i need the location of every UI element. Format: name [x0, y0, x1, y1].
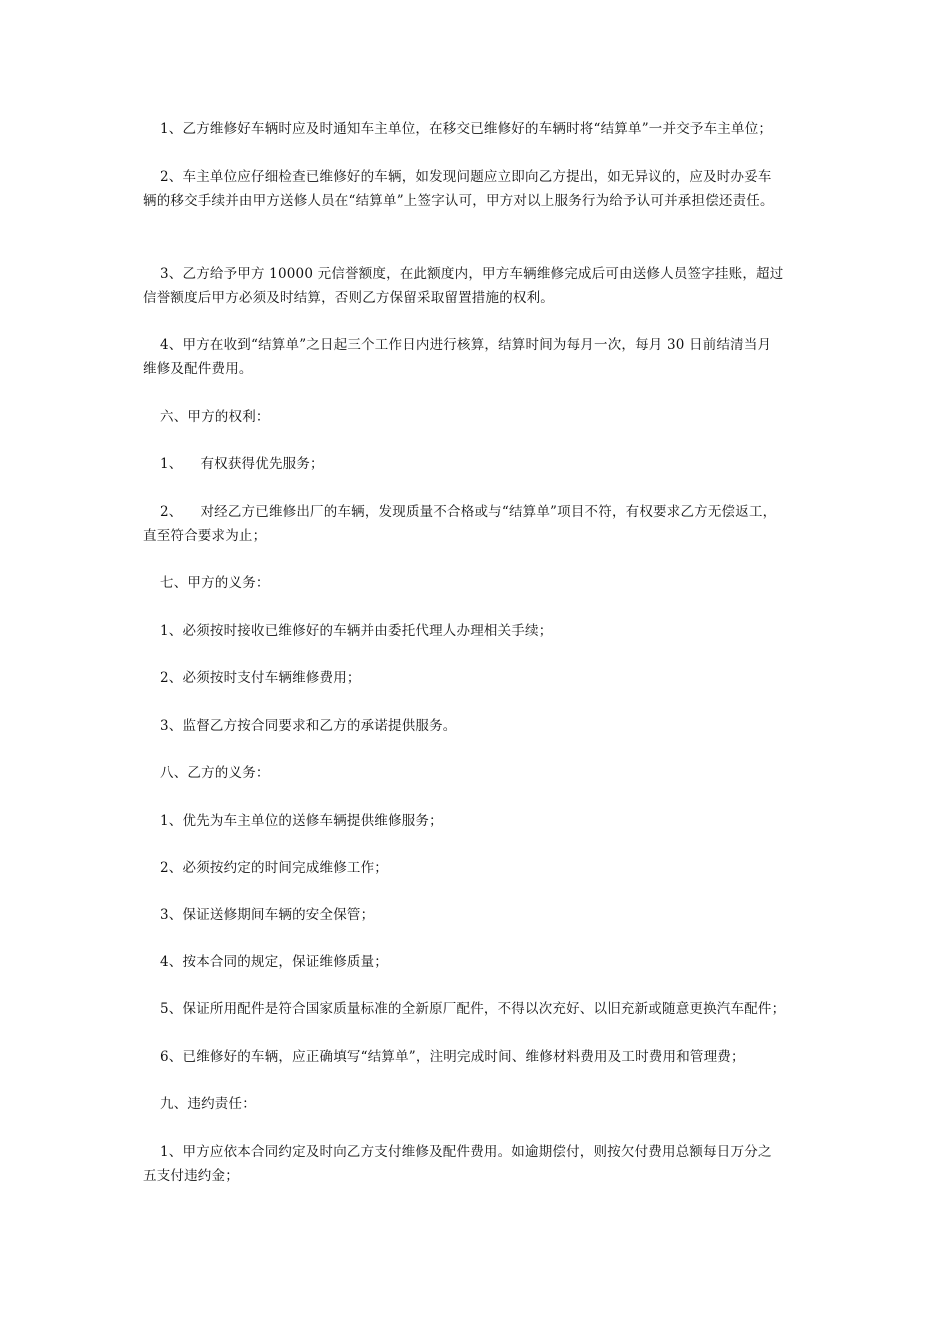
- text-line: 3、保证送修期间车辆的安全保管；: [160, 907, 375, 923]
- text-line: 5、保证所用配件是符合国家质量标准的全新原厂配件，不得以次充好、以旧充新或随意更换汽车配件；: [160, 1001, 786, 1017]
- text-line: 2、 对经乙方已维修出厂的车辆，发现质量不合格或与“结算单”项目不符，有权要求乙方无偿返工，: [160, 504, 777, 520]
- paragraph-inspection: [143, 165, 823, 213]
- section-heading-party-a-rights: [143, 405, 823, 429]
- paragraph-supervise: [143, 714, 823, 738]
- paragraph-rework-right: [143, 500, 823, 548]
- text-line: 2、必须按时支付车辆维修费用；: [160, 670, 361, 686]
- text-line: 3、乙方给予甲方 10000 元信誉额度，在此额度内，甲方车辆维修完成后可由送修人员签字挂账，超过: [160, 266, 784, 282]
- paragraph-fill-settlement: [143, 1045, 823, 1069]
- text-line: 维修及配件费用。: [143, 361, 253, 377]
- text-line: 4、甲方在收到“结算单”之日起三个工作日内进行核算，结算时间为每月一次，每月 30 日前结清当月: [160, 337, 772, 353]
- paragraph-safe-keeping: [143, 903, 823, 927]
- text-line: 6、已维修好的车辆，应正确填写“结算单”，注明完成时间、维修材料费用及工时费用和管理费；: [160, 1049, 745, 1065]
- paragraph-priority-repair: [143, 809, 823, 833]
- text-line: 七、甲方的义务：: [160, 575, 270, 591]
- text-line: 1、必须按时接收已维修好的车辆并由委托代理人办理相关手续；: [160, 623, 553, 639]
- paragraph-quality: [143, 950, 823, 974]
- text-line: 九、违约责任：: [160, 1096, 256, 1112]
- paragraph-on-time: [143, 856, 823, 880]
- text-line: 1、乙方维修好车辆时应及时通知车主单位，在移交已维修好的车辆时将“结算单”一并交予车主单位；: [160, 121, 773, 137]
- text-line: 六、甲方的权利：: [160, 409, 270, 425]
- paragraph-accounting: [143, 333, 823, 381]
- section-heading-breach-liability: [143, 1092, 823, 1116]
- text-line: 1、优先为车主单位的送修车辆提供维修服务；: [160, 813, 443, 829]
- text-line: 辆的移交手续并由甲方送修人员在“结算单”上签字认可，甲方对以上服务行为给予认可并承担偿还责任。: [143, 193, 774, 209]
- section-heading-party-a-obligations: [143, 571, 823, 595]
- text-line: 3、监督乙方按合同要求和乙方的承诺提供服务。: [160, 718, 457, 734]
- text-line: 信誉额度后甲方必须及时结算，否则乙方保留采取留置措施的权利。: [143, 290, 554, 306]
- text-line: 1、甲方应依本合同约定及时向乙方支付维修及配件费用。如逾期偿付，则按欠付费用总额每日万分之: [160, 1144, 772, 1160]
- paragraph-late-payment: [143, 1140, 823, 1188]
- text-line: 1、 有权获得优先服务；: [160, 456, 324, 472]
- text-line: 五支付违约金；: [143, 1168, 239, 1184]
- paragraph-priority-service: [143, 452, 823, 476]
- section-heading-party-b-obligations: [143, 761, 823, 785]
- paragraph-receive-vehicles: [143, 619, 823, 643]
- paragraph-settlement-notice: [143, 117, 823, 141]
- text-line: 2、车主单位应仔细检查已维修好的车辆，如发现问题应立即向乙方提出，如无异议的，应及时办妥车: [160, 169, 772, 185]
- paragraph-genuine-parts: [143, 997, 823, 1021]
- text-line: 八、乙方的义务：: [160, 765, 270, 781]
- paragraph-pay-fees: [143, 666, 823, 690]
- paragraph-credit-limit: [143, 262, 823, 310]
- text-line: 2、必须按约定的时间完成维修工作；: [160, 860, 388, 876]
- text-line: 直至符合要求为止；: [143, 528, 267, 544]
- text-line: 4、按本合同的规定，保证维修质量；: [160, 954, 388, 970]
